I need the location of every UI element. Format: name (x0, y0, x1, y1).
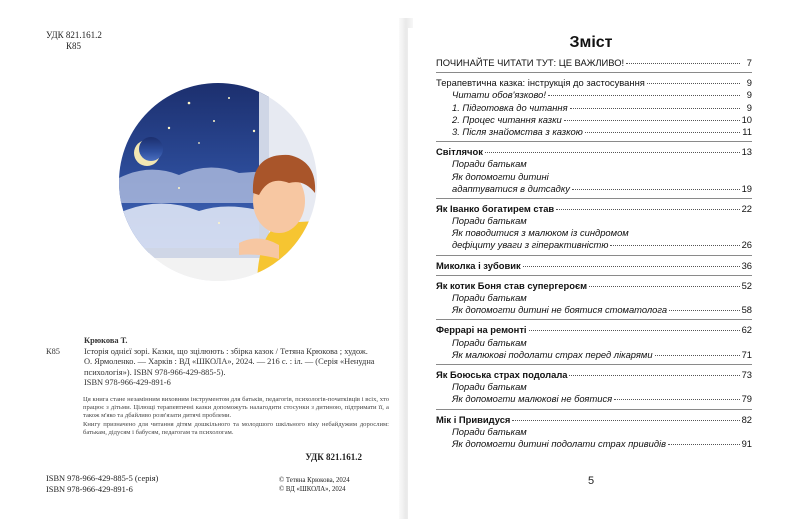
toc-entry-page: 91 (741, 437, 752, 449)
divider (436, 198, 752, 199)
toc-entry[interactable] (436, 438, 752, 450)
toc-entry-title: Читати обов'язково! (452, 89, 546, 101)
udc-code-top (46, 30, 102, 52)
toc-entry[interactable] (436, 114, 752, 126)
toc-entry-page: 19 (741, 182, 752, 194)
toc-entry-title: 2. Процес читання казки (452, 113, 562, 125)
toc-entry[interactable] (436, 239, 752, 251)
toc-entry-page: 7 (746, 57, 752, 68)
toc-entry-page: 71 (741, 348, 752, 360)
toc-subheading: Поради батькам (452, 425, 527, 437)
annotation-paragraph-1: Ця книга стане незамінним виховним інструментом для батьків, педагогів, психологів-початківців і всіх, хто працює з дітьми. Цілющі терапевтичні казки допоможуть налагодити стосунки з дитиною, підтримати її, а також м'яко та дбайливо розв'язати дитячі проблеми. (83, 396, 389, 420)
cover-illustration (119, 83, 317, 281)
toc-entry-title: Як допомогти малюкові не боятися (452, 393, 613, 405)
toc-entry-title: Як малюкові подолати страх перед лікарями (452, 348, 653, 360)
toc-entry[interactable] (436, 349, 752, 361)
toc-entry-title: Миколка і зубовик (436, 259, 521, 271)
toc-entry-page: 9 (746, 77, 752, 89)
divider (436, 255, 752, 256)
toc-entry[interactable] (436, 414, 752, 426)
leader-dots (655, 355, 740, 356)
left-page (28, 28, 400, 519)
toc-entry[interactable] (436, 102, 752, 114)
toc-entry-title: Феррарі на ремонті (436, 324, 527, 336)
toc-subheading: Поради батькам (452, 292, 527, 303)
divider (436, 72, 752, 73)
toc-entry[interactable] (436, 126, 752, 138)
toc-entry[interactable] (436, 57, 752, 69)
toc-entry-page: 58 (741, 304, 752, 316)
leader-dots (614, 399, 739, 400)
divider (436, 409, 752, 410)
toc-entry[interactable] (436, 304, 752, 316)
page-number: 5 (587, 475, 595, 487)
toc-entry-page: 9 (746, 101, 752, 113)
toc-subheading: Поради батькам (452, 336, 527, 348)
toc-entry-page: 36 (741, 259, 752, 271)
toc-subheading: Поради батькам (452, 158, 527, 170)
annotation (83, 396, 389, 437)
toc-entry-title: Як Боюська страх подолала (436, 368, 568, 380)
leader-dots (569, 375, 739, 376)
toc-entry-title: Мік і Привидуся (436, 413, 511, 425)
toc-entry[interactable] (436, 260, 752, 272)
leader-dots (585, 132, 740, 133)
toc-entry-title: Терапевтична казка: інструкція до застосування (436, 77, 645, 89)
leader-dots (626, 63, 740, 64)
isbn-block (46, 474, 158, 495)
toc-entry[interactable] (436, 393, 752, 405)
toc-entry-title: 1. Підготовка до читання (452, 101, 568, 113)
bibliographic-record (46, 336, 376, 389)
toc-entry-page: 52 (741, 279, 752, 291)
toc-entry-page: 22 (741, 202, 752, 214)
toc-subheading: Поради батькам (452, 215, 527, 227)
toc-entry-page: 82 (741, 413, 752, 425)
annotation-paragraph-2: Книгу призначено для читання дітям дошкільного та молодшого шкільного віку небайдужим дорослим: батькам, дідусям і бабусям, педагогам та психологам. (83, 420, 389, 436)
leader-dots (564, 120, 740, 121)
copyright-author: © Тетяна Крюкова, 2024 (279, 477, 350, 484)
author-code: К85 (46, 346, 60, 356)
toc-entry-title: ПОЧИНАЙТЕ ЧИТАТИ ТУТ: ЦЕ ВАЖЛИВО! (436, 57, 625, 68)
leader-dots (572, 189, 740, 190)
leader-dots (669, 310, 739, 311)
divider (436, 319, 752, 320)
leader-dots (589, 286, 740, 287)
toc-entry[interactable] (436, 89, 752, 101)
isbn-series: ISBN 978-966-429-885-5 (серія) (46, 474, 159, 483)
toc-entry-page: 10 (741, 113, 752, 125)
divider (436, 141, 752, 142)
divider (436, 275, 752, 276)
leader-dots (570, 108, 740, 109)
udc-top-text: УДК 821.161.2 (46, 30, 102, 40)
toc-entry-title: Як допомогти дитині подолати страх привидів (452, 437, 667, 449)
bibliographic-description: Історія однієї зорі. Казки, що зцілюють : збірка казок / Тетяна Крюкова ; худож. О. Ярмоленко. — Харків : ВД «ШКОЛА», 2024. — 216 с. : іл. — (Серія «Ненудна психологія»). ISBN 978-966-429-885-5). (84, 346, 375, 377)
divider (436, 364, 752, 365)
toc-entry-page: 13 (741, 146, 752, 158)
toc-entry-title: 3. Після знайомства з казкою (452, 125, 583, 137)
toc-entry-page: 11 (742, 125, 752, 137)
isbn-line: ISBN 978-966-429-891-6 (84, 378, 171, 388)
toc-entry[interactable] (436, 183, 752, 195)
toc-subheading: Поради батькам (452, 381, 527, 393)
toc-entry-title: Як котик Боня став супергероєм (436, 279, 588, 291)
copyright-publisher: © ВД «ШКОЛА», 2024 (279, 486, 346, 494)
toc-subheading: Як поводитися з малюком із синдромом (452, 227, 629, 239)
toc-subheading: Як допомогти дитині (452, 170, 549, 182)
author-name: Крюкова Т. (84, 336, 128, 345)
isbn-book: ISBN 978-966-429-891-6 (46, 484, 133, 494)
leader-dots (523, 266, 740, 267)
toc-entry-title: Світлячок (436, 146, 483, 158)
toc-entry-title: Як Іванко богатирем став (436, 202, 555, 214)
toc-entry[interactable] (436, 369, 752, 381)
toc-entry[interactable] (436, 280, 752, 292)
leader-dots (647, 83, 740, 84)
leader-dots (512, 420, 739, 421)
boy-at-window-illustration (119, 83, 317, 281)
leader-dots (485, 152, 740, 153)
toc-title: Зміст (569, 34, 613, 51)
toc-entry-title: адаптуватися в дитсадку (452, 182, 570, 194)
toc-entry[interactable] (436, 324, 752, 336)
toc-entry-page: 9 (746, 89, 752, 101)
toc-entry[interactable] (436, 203, 752, 215)
leader-dots (529, 330, 740, 331)
toc-entry[interactable] (436, 146, 752, 158)
toc-entry-page: 62 (741, 324, 752, 336)
toc-entry-page: 79 (741, 393, 752, 405)
copyright-block (279, 476, 350, 495)
toc-entry-title: дефіциту уваги з гіперактивністю (452, 239, 609, 251)
leader-dots (668, 444, 740, 445)
author-code-top: К85 (66, 41, 82, 51)
leader-dots (610, 245, 739, 246)
toc-entry-title: Як допомогти дитині не боятися стоматолога (452, 304, 668, 316)
udc-code-bottom: УДК 821.161.2 (305, 452, 362, 462)
leader-dots (548, 95, 740, 96)
toc-entry-page: 26 (741, 239, 752, 251)
leader-dots (556, 209, 739, 210)
toc-entry-page: 73 (741, 368, 752, 380)
toc-entry[interactable] (436, 77, 752, 89)
right-page (408, 28, 774, 519)
table-of-contents (436, 57, 752, 450)
